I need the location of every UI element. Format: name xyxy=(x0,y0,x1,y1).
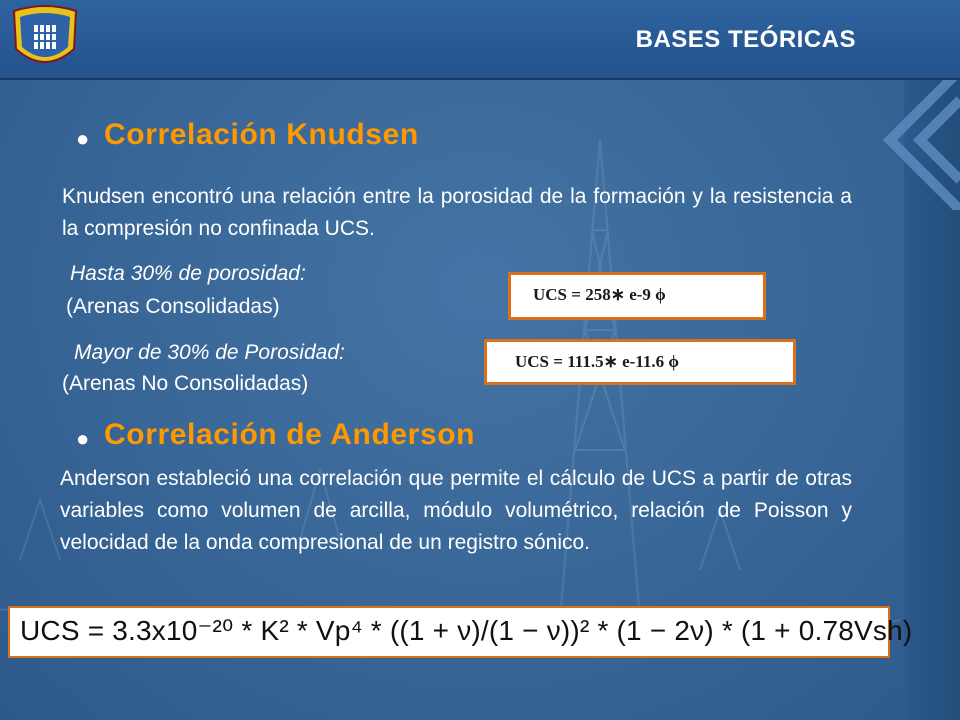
bullet-dot-icon: ● xyxy=(76,126,90,151)
case2-subtitle: (Arenas No Consolidadas) xyxy=(62,372,309,395)
case1-subtitle: (Arenas Consolidadas) xyxy=(66,295,280,318)
header-bar xyxy=(0,0,960,80)
case1-title: Hasta 30% de porosidad: xyxy=(70,262,306,285)
school-logo-icon xyxy=(8,3,82,75)
formula-box-consolidated xyxy=(508,272,766,320)
anderson-paragraph: Anderson estableció una correlación que permite el cálculo de UCS a partir de otras variables como volumen de arcilla, módulo volumétrico, relación de Poisson y velocidad de la onda compresional de un registro sónico. xyxy=(60,467,852,554)
section-heading-anderson: Correlación de Anderson xyxy=(104,418,476,451)
anderson-equation-box xyxy=(8,606,913,658)
formula-consolidated: UCS = 258∗ e-9 ϕ xyxy=(533,285,666,304)
formula-unconsolidated: UCS = 111.5∗ e-11.6 ϕ xyxy=(515,352,679,371)
section-heading-knudsen: Correlación Knudsen xyxy=(104,118,419,151)
formula-box-unconsolidated xyxy=(484,339,796,385)
bullet-dot-icon: ● xyxy=(76,426,90,451)
anderson-equation: UCS = 3.3x10⁻²⁰ * K² * Vp⁴ * ((1 + ν)/(1 − ν))² * (1 − 2ν) * (1 + 0.78Vsh) xyxy=(20,615,913,646)
header-title: BASES TEÓRICAS xyxy=(635,26,856,53)
knudsen-paragraph: Knudsen encontró una relación entre la porosidad de la formación y la resistencia a la compresión no confinada UCS. xyxy=(62,185,852,240)
case2-title: Mayor de 30% de Porosidad: xyxy=(74,341,345,364)
